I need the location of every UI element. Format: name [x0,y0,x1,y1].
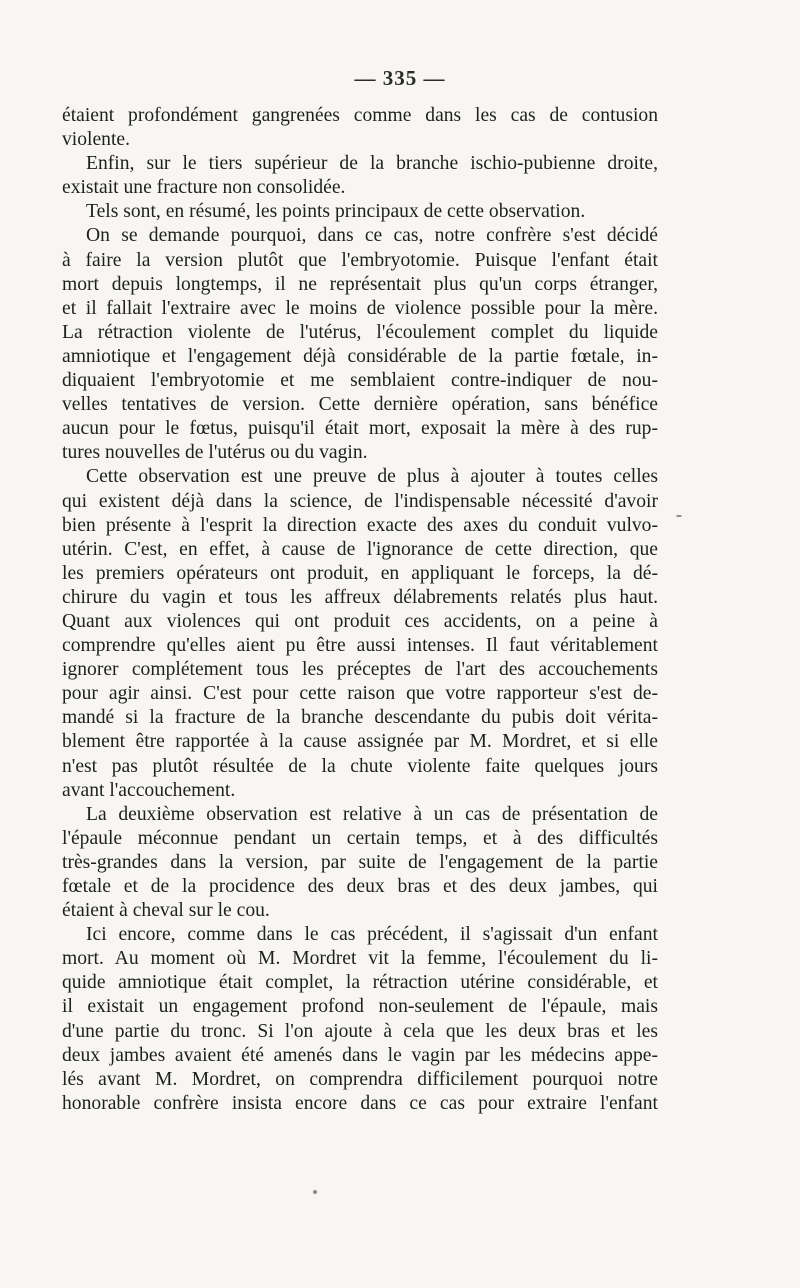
text-line: fœtale et de la procidence des deux bras et des deux jambes, qui [62,876,658,897]
body-text [62,104,658,1116]
text-line: diquaient l'embryotomie et me semblaient contre-indiquer de nou- [62,370,658,392]
text-line: violente. [62,129,131,151]
text-line: d'une partie du tronc. Si l'on ajoute à cela que les deux bras et les [62,1020,658,1042]
text-line: tures nouvelles de l'utérus ou du vagin. [62,442,368,464]
text-line: l'épaule méconnue pendant un certain temps, et à des difficultés [62,827,658,849]
text-line: ignorer complétement tous les préceptes de l'art des accouchements [62,659,658,681]
text-line: comprendre qu'elles aient pu être aussi intenses. Il faut véritablement [62,635,658,657]
text-line: deux jambes avaient été amenés dans le vagin par les médecins appe- [62,1044,658,1066]
text-line: Tels sont, en résumé, les points principaux de cette observation. [86,201,586,223]
text-line: existait une fracture non consolidée. [62,177,346,199]
text-line: il existait un engagement profond non-seulement de l'épaule, mais [62,996,658,1018]
text-line: honorable confrère insista encore dans ce cas pour extraire l'enfant [62,1092,658,1114]
text-line: La rétraction violente de l'utérus, l'écoulement complet du liquide [62,321,658,343]
paragraph [62,200,658,224]
paragraph [62,224,658,465]
text-line: bien présente à l'esprit la direction exacte des axes du conduit vulvo- [62,514,658,536]
text-line: et il fallait l'extraire avec le moins de violence possible pour la mère. [62,297,658,319]
text-line: velles tentatives de version. Cette dernière opération, sans bénéfice [62,394,658,416]
paragraph [62,104,658,152]
text-line: Cette observation est une preuve de plus à ajouter à toutes celles [86,466,658,488]
text-line: lés avant M. Mordret, on comprendra difficilement pourquoi notre [62,1068,658,1090]
text-line: n'est pas plutôt résultée de la chute violente faite quelques jours [62,755,658,777]
page-number: — 335 — [354,66,446,90]
text-line: amniotique et l'engagement déjà considérable de la partie fœtale, in- [62,345,658,367]
paragraph [62,923,658,1116]
text-line: étaient à cheval sur le cou. [62,900,270,922]
paragraph [62,803,658,923]
text-line: blement être rapportée à la cause assignée par M. Mordret, et si elle [62,731,658,753]
text-line: Quant aux violences qui ont produit ces accidents, on a peine à [62,610,658,632]
scan-speck-right [676,515,682,517]
text-line: On se demande pourquoi, dans ce cas, notre confrère s'est décidé [86,225,658,247]
paragraph [62,152,658,200]
text-line: Ici encore, comme dans le cas précédent, il s'agissait d'un enfant [86,924,658,946]
text-line: les premiers opérateurs ont produit, en appliquant le forceps, la dé- [62,562,658,584]
text-line: pour agir ainsi. C'est pour cette raison que votre rapporteur s'est de- [62,683,658,705]
text-line: qui existent déjà dans la science, de l'indispensable nécessité d'avoir [62,490,658,512]
text-line: mort. Au moment où M. Mordret vit la femme, l'écoulement du li- [62,948,658,970]
scan-speck-bottom [313,1190,317,1194]
text-line: La deuxième observation est relative à un cas de présentation de [86,803,658,825]
text-line: mandé si la fracture de la branche descendante du pubis doit vérita- [62,707,658,729]
text-line: à faire la version plutôt que l'embryotomie. Puisque l'enfant était [62,249,658,271]
text-line: avant l'accouchement. [62,779,236,801]
text-line: chirure du vagin et tous les affreux délabrements relatés plus haut. [62,586,658,608]
text-line: mort depuis longtemps, il ne représentait plus qu'un corps étranger, [62,273,658,295]
text-line: très-grandes dans la version, par suite de l'engagement de la partie [62,851,658,873]
text-line: utérin. C'est, en effet, à cause de l'ignorance de cette direction, que [62,538,658,560]
paragraph [62,465,658,802]
text-line: étaient profondément gangrenées comme dans les cas de contusion [62,105,658,126]
text-line: aucun pour le fœtus, puisqu'il était mort, exposait la mère à des rup- [62,418,658,440]
text-line: Enfin, sur le tiers supérieur de la branche ischio-pubienne droite, [86,153,658,175]
text-line: quide amniotique était complet, la rétraction utérine considérable, et [62,972,658,994]
